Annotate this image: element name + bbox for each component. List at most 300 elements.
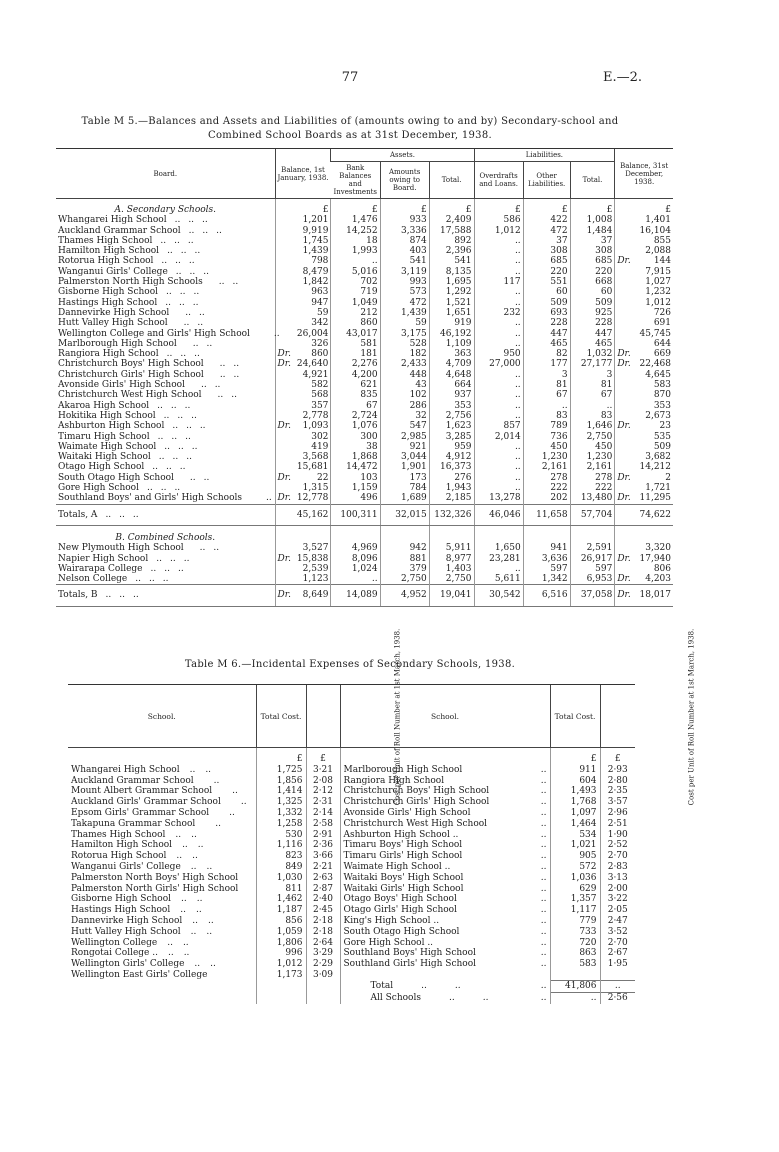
dot-leader: .. xyxy=(174,235,180,246)
total-cost: 534 xyxy=(550,830,600,841)
table-cell: 30,542 xyxy=(474,585,523,606)
table-cell: 5,611 xyxy=(474,574,523,585)
table-cell xyxy=(615,421,673,431)
table-cell: .. xyxy=(474,483,523,493)
total-cost: 1,117 xyxy=(550,905,600,916)
dot-leader: .. xyxy=(233,359,240,370)
table-cell: 496 xyxy=(331,493,380,504)
table-row xyxy=(56,267,673,277)
header-balance-dec: Balance, 31st December, 1938. xyxy=(615,149,673,199)
dot-leader: .. xyxy=(192,338,199,349)
dot-leader: .. xyxy=(152,462,158,473)
table-row xyxy=(56,543,673,553)
total-cost: 1,116 xyxy=(256,840,306,851)
table-cell: 276 xyxy=(429,473,474,483)
table-cell: 1,439 xyxy=(380,308,429,318)
table-cell: 855 xyxy=(615,236,673,246)
table-cell: .. xyxy=(474,287,523,297)
dot-leader: .. xyxy=(216,225,222,236)
total-cost: 996 xyxy=(256,948,306,959)
totals-row-a xyxy=(56,504,673,525)
board-name: Southland Boys' and Girls' High Schools xyxy=(58,493,242,504)
cost-per-unit: 2·21 xyxy=(306,862,340,873)
school-name: Timaru Girls' High School xyxy=(343,851,463,862)
dot-leader: .. xyxy=(148,574,155,585)
table-row xyxy=(68,830,635,841)
table-row xyxy=(68,938,635,949)
table-cell: 173 xyxy=(380,473,429,483)
total-cost: 530 xyxy=(256,830,306,841)
table-cell: .. xyxy=(474,256,523,266)
dot-leader: .. xyxy=(163,410,170,421)
total-cost: 779 xyxy=(550,916,600,927)
table-cell: 212 xyxy=(331,308,380,318)
total-cost: 1,493 xyxy=(550,786,600,797)
school-name: Whangarei High School xyxy=(71,764,180,775)
dot-leader: .. xyxy=(214,380,221,391)
cost-per-unit: .. xyxy=(600,981,635,993)
table-cell: 1,651 xyxy=(429,308,474,318)
table-m5-title: Table M 5.—Balances and Assets and Liabilities of (amounts owing to and by) Secondary-school and Combined School Boards as at 31st December, 1938. xyxy=(81,116,619,141)
table-cell: 202 xyxy=(523,493,570,504)
table-cell: 1,315 xyxy=(275,483,331,493)
dot-leader: .. xyxy=(157,431,164,442)
dot-leader: .. xyxy=(183,553,190,564)
table-row xyxy=(68,873,635,884)
table-row xyxy=(68,948,635,959)
unit-cell: £ xyxy=(523,199,570,216)
table-row xyxy=(68,808,635,819)
table-cell xyxy=(615,256,673,266)
table-cell: 1,292 xyxy=(429,287,474,297)
total-cost: .. xyxy=(550,993,600,1004)
total-cost: 1,332 xyxy=(256,808,306,819)
header-balance-jan: Balance, 1st January, 1938. xyxy=(275,149,331,199)
table-cell: 181 xyxy=(331,349,380,359)
table-cell: 308 xyxy=(523,246,570,256)
board-name: Otago High School xyxy=(58,462,145,473)
table-cell: 535 xyxy=(615,432,673,442)
table-cell: 2,276 xyxy=(331,359,380,369)
table-row xyxy=(56,287,673,297)
cost-per-unit: 2·00 xyxy=(600,884,635,895)
unit-cell: £ xyxy=(615,199,673,216)
table-row xyxy=(68,970,635,981)
table-cell: 2,778 xyxy=(275,411,331,421)
table-cell: 232 xyxy=(474,308,523,318)
dot-leader: .. xyxy=(167,937,173,948)
unit-row xyxy=(56,199,673,216)
table-cell: 1,232 xyxy=(615,287,673,297)
table-cell: 100,311 xyxy=(331,504,380,525)
dot-leader: .. xyxy=(188,256,195,267)
dot-leader: .. xyxy=(178,441,184,452)
cost-per-unit: 2·63 xyxy=(306,873,340,884)
debit-marker: Dr. xyxy=(617,349,631,360)
cell-value: 24,640 xyxy=(296,359,329,370)
table-cell: 103 xyxy=(331,473,380,483)
table-row xyxy=(68,819,635,830)
cost-per-unit: 2·29 xyxy=(306,959,340,970)
dot-leader: .. xyxy=(206,926,213,937)
table-row xyxy=(56,574,673,585)
table-row xyxy=(56,277,673,287)
table-cell: .. xyxy=(474,318,523,328)
dot-leader: .. xyxy=(194,959,201,970)
table-cell: 23,281 xyxy=(474,554,523,564)
dot-leader: .. xyxy=(174,483,181,494)
table-cell: .. xyxy=(474,442,523,452)
header-overdrafts: Overdrafts and Loans. xyxy=(474,162,523,199)
table-cell: 81 xyxy=(570,380,615,390)
total-label: All Schools xyxy=(370,992,421,1003)
table-cell: 1,123 xyxy=(275,574,331,585)
cell-value: 669 xyxy=(653,349,671,360)
debit-marker: Dr. xyxy=(617,421,631,432)
table-cell: 2,396 xyxy=(429,246,474,256)
table-cell: 45,162 xyxy=(275,504,331,525)
table-cell: 4,921 xyxy=(275,370,331,380)
table-row xyxy=(56,359,673,369)
board-name: Napier High School xyxy=(58,553,149,564)
table-row xyxy=(56,452,673,462)
board-name: Avonside Girls' High School xyxy=(58,380,185,391)
board-name: Thames High School xyxy=(58,235,153,246)
table-cell: 448 xyxy=(380,370,429,380)
table-cell: 27,000 xyxy=(474,359,523,369)
total-cost: 629 xyxy=(550,884,600,895)
table-cell: 363 xyxy=(429,349,474,359)
dot-leader: .. xyxy=(193,287,200,298)
table-cell: 74,622 xyxy=(615,504,673,525)
table-cell: 14,089 xyxy=(331,585,380,606)
table-cell: 32,015 xyxy=(380,504,429,525)
table-row xyxy=(56,349,673,359)
cost-per-unit: 2·45 xyxy=(306,905,340,916)
school-name: Rongotai College .. xyxy=(71,948,158,959)
board-name: Marlborough High School xyxy=(58,338,177,349)
table-cell: 874 xyxy=(380,236,429,246)
table-cell xyxy=(615,493,673,504)
debit-marker: Dr. xyxy=(277,472,291,483)
debit-marker: Dr. xyxy=(277,421,291,432)
unit-cell: £ xyxy=(275,199,331,216)
table-cell: 19,041 xyxy=(429,585,474,606)
table-cell: 27,177 xyxy=(570,359,615,369)
dot-leader: .. xyxy=(179,287,186,298)
table-cell: 6,953 xyxy=(570,574,615,585)
cost-per-unit: 2·96 xyxy=(600,808,635,819)
dot-leader: .. xyxy=(191,829,197,840)
dot-leader: .. xyxy=(273,328,280,339)
table-cell: 222 xyxy=(523,483,570,493)
dot-leader: .. xyxy=(160,235,167,246)
table-cell: 357 xyxy=(275,401,331,411)
dot-leader: .. xyxy=(119,590,126,601)
total-cost: 1,187 xyxy=(256,905,306,916)
header-school-left: School. xyxy=(68,685,256,748)
table-cell: .. xyxy=(331,256,380,266)
board-name: Waitaki High School xyxy=(58,452,151,463)
cost-per-unit: 2·56 xyxy=(600,993,635,1004)
table-cell: 685 xyxy=(570,256,615,266)
total-cost: 733 xyxy=(550,927,600,938)
header-liabilities-total: Total. xyxy=(570,162,615,199)
table-cell: 8,096 xyxy=(331,554,380,564)
unit-row: £ £ £ £ xyxy=(68,748,635,765)
table-cell: 959 xyxy=(429,442,474,452)
cost-per-unit: 2·64 xyxy=(306,938,340,949)
table-cell: 17,588 xyxy=(429,226,474,236)
table-cell: .. xyxy=(474,339,523,349)
table-cell: .. xyxy=(474,390,523,400)
table-cell: 8,479 xyxy=(275,267,331,277)
table-row xyxy=(56,256,673,266)
table-cell: 1,024 xyxy=(331,564,380,574)
dot-leader: .. xyxy=(187,235,194,246)
school-name: South Otago High School xyxy=(343,926,460,937)
dot-leader: .. xyxy=(170,400,177,411)
total-cost: 823 xyxy=(256,851,306,862)
school-name: Mount Albert Grammar School xyxy=(71,786,213,797)
total-cost: 1,059 xyxy=(256,927,306,938)
total-cost: 1,725 xyxy=(256,765,306,776)
dot-leader: .. xyxy=(194,246,201,257)
school-name: Auckland Grammar School xyxy=(71,775,194,786)
dot-leader: .. xyxy=(105,509,112,520)
header-other: Other Liabilities. xyxy=(523,162,570,199)
dot-leader: .. xyxy=(165,297,171,308)
cell-value: 17,940 xyxy=(639,553,671,564)
table-cell: 102 xyxy=(380,390,429,400)
dot-leader: .. xyxy=(205,764,212,775)
school-name: Gisborne High School xyxy=(71,894,172,905)
dot-leader: .. xyxy=(174,215,181,226)
table-cell: 18 xyxy=(331,236,380,246)
table-row xyxy=(56,483,673,493)
table-cell: 57,704 xyxy=(570,504,615,525)
table-cell: .. xyxy=(474,411,523,421)
dot-leader: .. xyxy=(266,493,272,504)
table-cell: 2,409 xyxy=(429,215,474,225)
dot-leader: .. xyxy=(232,277,239,288)
dot-leader: .. xyxy=(190,926,197,937)
table-cell: 7,915 xyxy=(615,267,673,277)
dot-leader: .. xyxy=(194,349,200,360)
board-name: Nelson College xyxy=(58,574,128,585)
table-cell: 1,484 xyxy=(570,226,615,236)
table-cell: 59 xyxy=(380,318,429,328)
board-name: New Plymouth High School xyxy=(58,543,184,554)
dot-leader: .. xyxy=(203,472,210,483)
table-cell: 4,648 xyxy=(429,370,474,380)
table-cell: .. xyxy=(331,574,380,585)
table-row xyxy=(68,916,635,927)
cost-per-unit: 2·18 xyxy=(306,927,340,938)
table-cell: 702 xyxy=(331,277,380,287)
table-cell: 664 xyxy=(429,380,474,390)
dot-leader: .. xyxy=(161,256,168,267)
dot-leader: .. xyxy=(188,225,195,236)
board-name: Gore High School xyxy=(58,483,139,494)
table-cell: 1,012 xyxy=(615,298,673,308)
dot-leader: .. xyxy=(166,462,172,473)
table-cell: 933 xyxy=(380,215,429,225)
dot-leader: .. xyxy=(229,807,235,818)
school-name: Rangiora High School xyxy=(343,775,445,786)
total-cost: 1,325 xyxy=(256,797,306,808)
dot-leader: .. xyxy=(182,840,188,851)
section-title: A. Secondary Schools. xyxy=(114,205,217,215)
table-cell: 2,539 xyxy=(275,564,331,574)
dot-leader: .. xyxy=(540,883,547,894)
table-cell xyxy=(275,493,331,504)
dot-leader: .. xyxy=(219,369,226,380)
total-cost: 905 xyxy=(550,851,600,862)
debit-marker: Dr. xyxy=(277,553,291,564)
dot-leader: .. xyxy=(421,981,427,992)
table-cell: 67 xyxy=(523,390,570,400)
table-row xyxy=(68,927,635,938)
table-row xyxy=(68,797,635,808)
dot-leader: .. xyxy=(132,509,139,520)
dot-leader: .. xyxy=(180,246,187,257)
table-cell: 342 xyxy=(275,318,331,328)
dot-leader: .. xyxy=(233,369,240,380)
totals-row-b xyxy=(56,585,673,606)
unit-cell: £ xyxy=(570,199,615,216)
table-cell: 1,646 xyxy=(570,421,615,431)
table-cell: 726 xyxy=(615,308,673,318)
table-row xyxy=(56,401,673,411)
cost-per-unit: 2·35 xyxy=(600,786,635,797)
table-cell: 182 xyxy=(380,349,429,359)
dot-leader: .. xyxy=(213,543,220,554)
table-cell: 5,911 xyxy=(429,543,474,553)
header-total-cost-left: Total Cost. xyxy=(256,685,306,748)
table-cell: 2,161 xyxy=(570,462,615,472)
board-name: Gisborne High School xyxy=(58,287,159,298)
table-cell: 860 xyxy=(331,318,380,328)
table-row xyxy=(56,246,673,256)
table-cell: 46,192 xyxy=(429,329,474,339)
table-cell: 547 xyxy=(380,421,429,431)
table-row xyxy=(56,226,673,236)
table-cell: 3,636 xyxy=(523,554,570,564)
table-cell: 472 xyxy=(523,226,570,236)
dot-leader: .. xyxy=(189,266,196,277)
table-cell xyxy=(275,473,331,483)
dot-leader: .. xyxy=(191,441,198,452)
table-cell: 2,750 xyxy=(570,432,615,442)
table-cell: 379 xyxy=(380,564,429,574)
dot-leader: .. xyxy=(176,851,183,862)
table-cell: 2,185 xyxy=(429,493,474,504)
dot-leader: .. xyxy=(183,318,190,329)
cost-per-unit: 2·18 xyxy=(306,916,340,927)
school-name: Christchurch Girls' High School xyxy=(343,797,490,808)
dot-leader: .. xyxy=(119,509,125,520)
dot-leader: .. xyxy=(540,872,547,883)
table-cell: 937 xyxy=(429,390,474,400)
dot-leader: .. xyxy=(540,948,547,959)
school-name: Otago Boys' High School xyxy=(343,894,457,905)
table-cell: 1,993 xyxy=(331,246,380,256)
table-cell: .. xyxy=(474,380,523,390)
cell-value: 12,778 xyxy=(296,493,329,504)
school-name: Thames High School xyxy=(71,829,166,840)
table-row xyxy=(56,329,673,339)
table-row xyxy=(56,554,673,564)
dot-leader: .. xyxy=(231,390,238,401)
table-cell: 870 xyxy=(615,390,673,400)
table-cell: 67 xyxy=(331,401,380,411)
table-cell xyxy=(615,349,673,359)
table-cell: 668 xyxy=(570,277,615,287)
cost-per-unit: 3·29 xyxy=(306,948,340,959)
board-name: Totals, A xyxy=(58,509,98,520)
cost-per-unit: 2·08 xyxy=(306,776,340,787)
table-cell: 789 xyxy=(523,421,570,431)
table-cell: 465 xyxy=(570,339,615,349)
table-row xyxy=(68,905,635,916)
table-cell: 2,673 xyxy=(615,411,673,421)
school-name: King's High School .. xyxy=(343,915,440,926)
debit-marker: Dr. xyxy=(277,349,291,360)
board-name: Waimate High School xyxy=(58,441,157,452)
table-cell: 6,516 xyxy=(523,585,570,606)
table-cell: 2,750 xyxy=(429,574,474,585)
table-cell: .. xyxy=(474,370,523,380)
school-name: Waitaki Boys' High School xyxy=(343,872,464,883)
table-cell: .. xyxy=(570,401,615,411)
dot-leader: .. xyxy=(183,948,190,959)
table-cell xyxy=(275,585,331,606)
cost-per-unit: 2·40 xyxy=(306,894,340,905)
table-cell: 784 xyxy=(380,483,429,493)
table-row xyxy=(56,432,673,442)
dot-leader: .. xyxy=(188,215,195,226)
table-cell: 60 xyxy=(570,287,615,297)
board-name: Ashburton High School xyxy=(58,421,165,432)
table-row xyxy=(56,462,673,472)
table-cell xyxy=(615,473,673,483)
table-row xyxy=(68,776,635,787)
board-name: Akaroa High School xyxy=(58,400,150,411)
board-name: Christchurch West High School xyxy=(58,390,202,401)
debit-marker: Dr. xyxy=(277,590,291,601)
dot-leader: .. xyxy=(540,851,547,862)
cell-value: 1,093 xyxy=(302,421,329,432)
table-cell: 26,917 xyxy=(570,554,615,564)
table-cell: 11,658 xyxy=(523,504,570,525)
board-name: Hokitika High School xyxy=(58,410,156,421)
dot-leader: .. xyxy=(180,905,186,916)
dot-leader: .. xyxy=(200,380,207,391)
dot-leader: .. xyxy=(199,421,206,432)
table-cell: 26,004 xyxy=(275,329,331,339)
dot-leader: .. xyxy=(192,915,199,926)
dot-leader: .. xyxy=(240,797,247,808)
board-name: Wellington College and Girls' High School xyxy=(58,328,250,339)
table-cell: 509 xyxy=(523,298,570,308)
board-name: Totals, B xyxy=(58,590,98,601)
table-cell: 228 xyxy=(523,318,570,328)
dot-leader: .. xyxy=(182,937,189,948)
school-name: Wellington Girls' College xyxy=(71,959,185,970)
table-cell: 81 xyxy=(523,380,570,390)
table-cell: 2,724 xyxy=(331,411,380,421)
